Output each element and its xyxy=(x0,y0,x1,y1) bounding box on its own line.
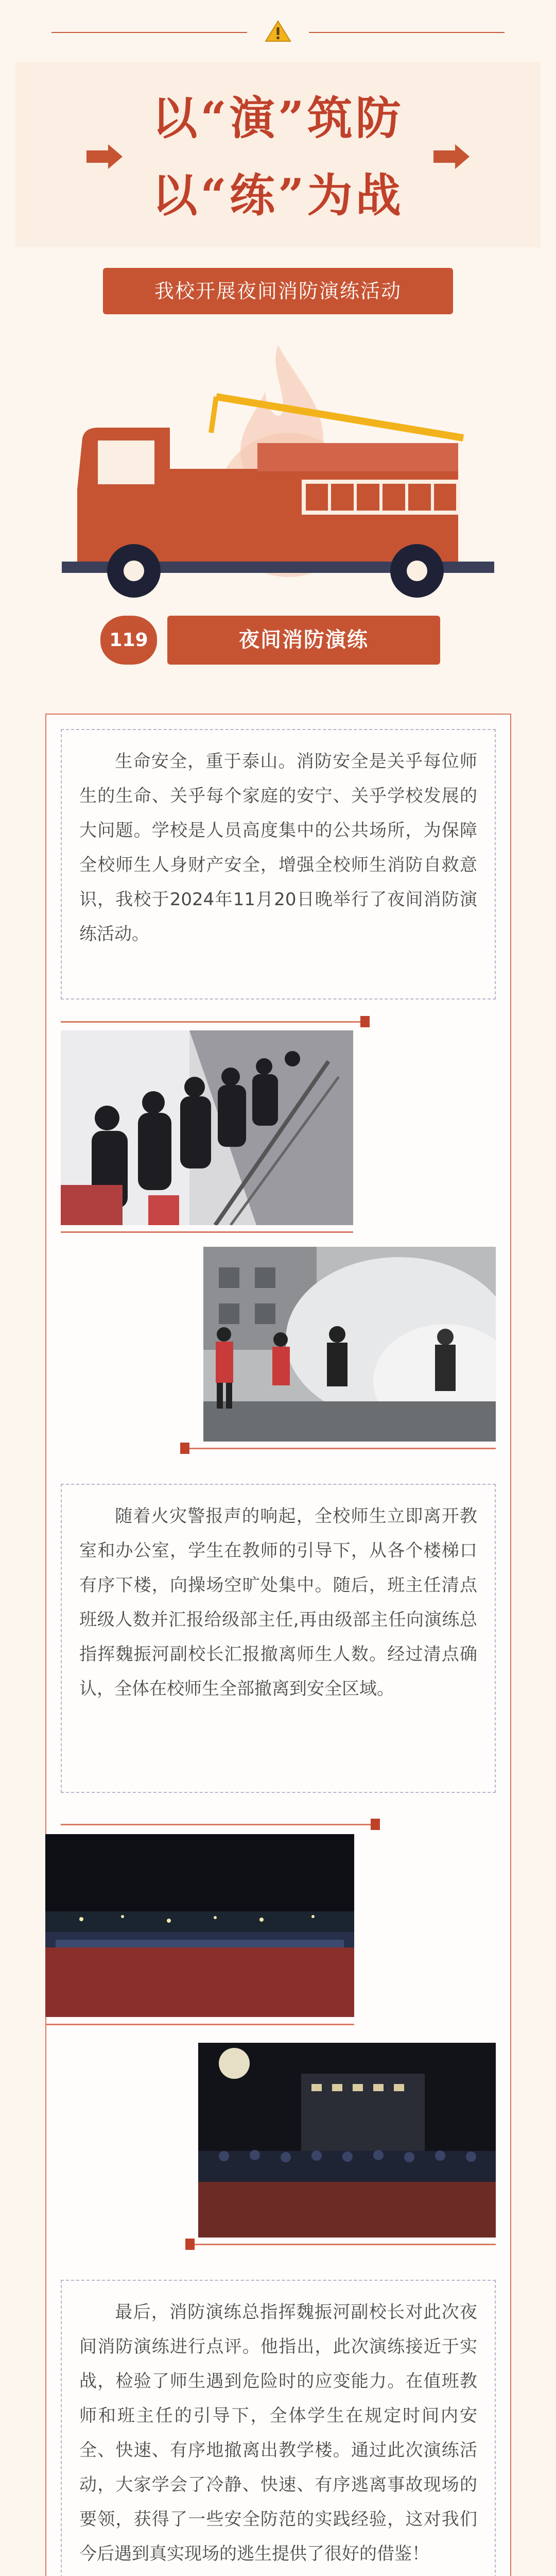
page-title-line-1: 以“演”筑防 xyxy=(152,91,404,145)
photo-accent-mark xyxy=(371,1819,380,1830)
stairwell-evacuation-photo xyxy=(61,1030,353,1225)
photo-accent-mark xyxy=(180,1443,189,1454)
emergency-number-badge: 119 xyxy=(100,616,157,665)
subtitle-banner: 我校开展夜间消防演练活动 xyxy=(103,268,453,314)
header-divider-right xyxy=(309,32,505,33)
night-assembly-photo xyxy=(45,1834,354,2017)
section-label: 夜间消防演练 xyxy=(167,616,440,665)
photo-accent-line xyxy=(189,1448,496,1449)
evacuation-paragraph xyxy=(61,1484,496,1793)
night-crowd-photo xyxy=(198,2043,496,2238)
intro-paragraph xyxy=(61,729,496,999)
photo-accent-line xyxy=(45,2024,354,2025)
photo-accent-mark xyxy=(360,1016,370,1027)
intro-text: 生命安全，重于泰山。消防安全是关乎每位师生的生命、关乎每个家庭的安宁、关乎学校发展的大问题。学校是人员高度集中的公共场所，为保障全校师生人身财产安全，增强全校师生消防自救意识，我校于2024年11月20日晚举行了夜间消防演练活动。 xyxy=(79,751,477,944)
evacuation-text: 随着火灾警报声的响起，全校师生立即离开教室和办公室，学生在教师的引导下，从各个楼梯口有序下楼，向操场空旷处集中。随后，班主任清点班级人数并汇报给级部主任,再由级部主任向演练总指挥魏振河副校长汇报撤离师生人数。经过清点确认，全体在校师生全部撤离到安全区域。 xyxy=(79,1506,477,1699)
warning-triangle-icon xyxy=(265,20,291,42)
smoke-drill-photo xyxy=(203,1247,496,1442)
photo-accent-line xyxy=(61,1231,353,1233)
fire-truck-icon xyxy=(62,335,494,603)
page-title-line-2: 以“练”为战 xyxy=(152,168,404,222)
header-divider-left xyxy=(51,32,247,33)
photo-accent-mark xyxy=(185,2239,195,2250)
summary-paragraph xyxy=(61,2280,496,2576)
photo-accent-line xyxy=(195,2244,496,2245)
photo-accent-line xyxy=(61,1824,380,1825)
photo-accent-line xyxy=(61,1021,370,1023)
summary-text: 最后，消防演练总指挥魏振河副校长对此次夜间消防演练进行点评。他指出，此次演练接近于实战，检验了师生遇到危险时的应变能力。在值班教师和班主任的引导下，全体学生在规定时间内安全、快速、有序地撤离出教学楼。通过此次演练活动，大家学会了冷静、快速、有序逃离事故现场的要领，获得了一些安全防范的实践经验，这对我们今后遇到真实现场的逃生提供了很好的借鉴！ xyxy=(79,2302,477,2564)
